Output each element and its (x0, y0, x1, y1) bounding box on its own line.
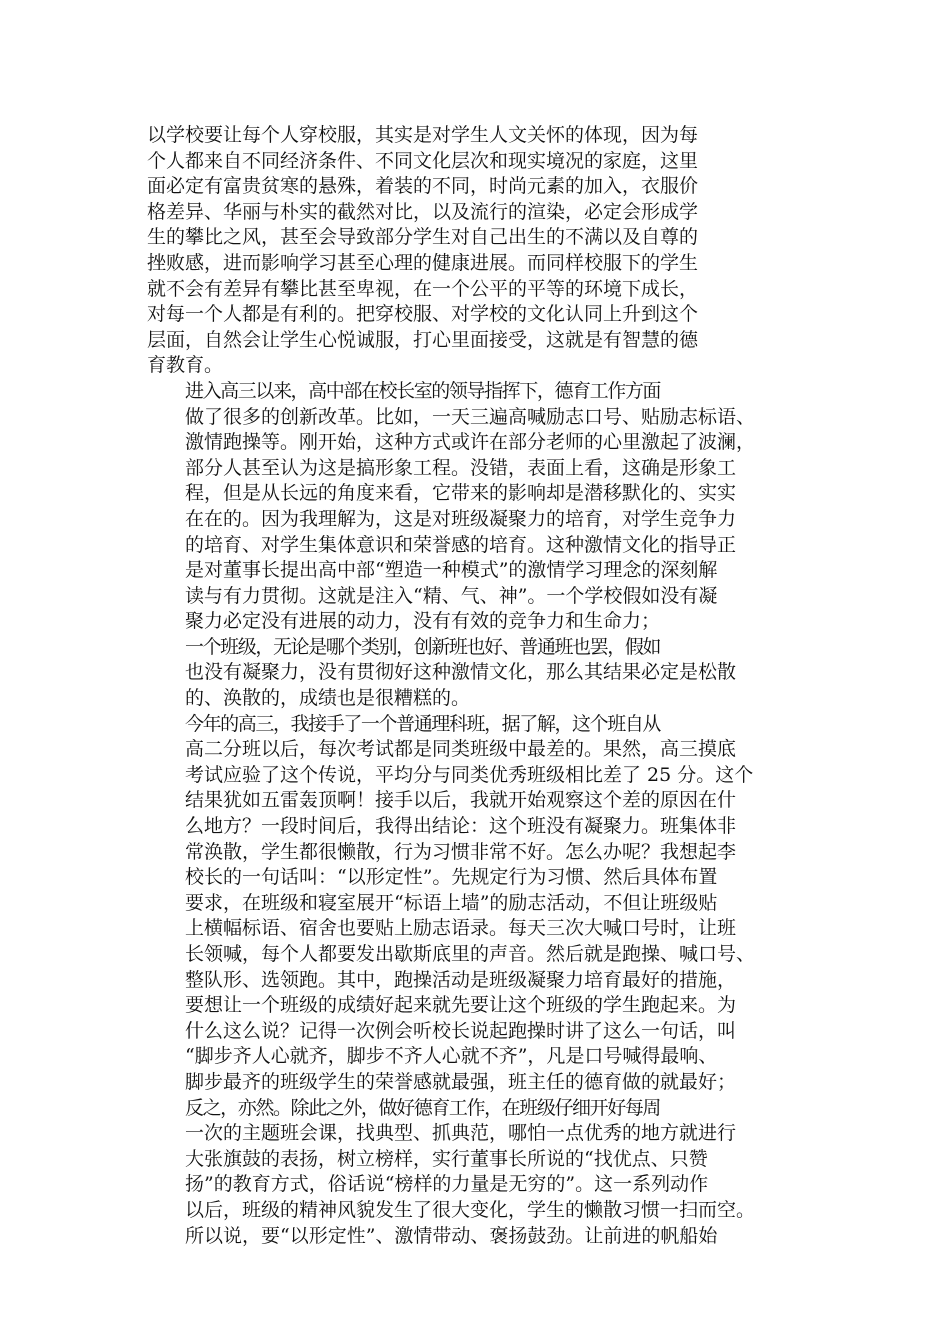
text-line: 也没有凝聚力，没有贯彻好这种激情文化，那么其结果必定是松散 (185, 661, 737, 684)
text-line: 面必定有富贵贫寒的悬殊，着装的不同，时尚元素的加入，衣服价 (147, 175, 699, 198)
text-line: 进入高三以来，高中部在校长室的领导指挥下，德育工作方面 (185, 379, 661, 402)
text-line: 就不会有差异有攀比甚至卑视，在一个公平的平等的环境下成长， (147, 277, 699, 300)
text-line: 的、涣散的，成绩也是很糟糕的。 (185, 687, 471, 710)
text-line: 考试应验了这个传说，平均分与同类优秀班级相比差了 25 分。这个 (185, 763, 754, 786)
text-line: 聚力必定没有进展的动力，没有有效的竞争力和生命力； (185, 610, 661, 633)
text-line: 上横幅标语、宿舍也要贴上励志语录。每天三次大喊口号时，让班 (185, 917, 737, 940)
text-line: 以后，班级的精神风貌发生了很大变化，学生的懒散习惯一扫而空。 (185, 1198, 756, 1221)
text-line: 生的攀比之风，甚至会导致部分学生对自己出生的不满以及自尊的 (147, 226, 699, 249)
text-line: 一次的主题班会课，找典型、抓典范，哪怕一点优秀的地方就进行 (185, 1122, 737, 1145)
text-line: 读与有力贯彻。这就是注入“精、气、神”。一个学校假如没有凝 (185, 584, 718, 607)
text-line: 大张旗鼓的表扬，树立榜样，实行董事长所说的“找优点、只赞 (185, 1147, 708, 1170)
text-line: 要想让一个班级的成绩好起来就先要让这个班级的学生跑起来。为 (185, 994, 737, 1017)
text-line: 高二分班以后，每次考试都是同类班级中最差的。果然，高三摸底 (185, 738, 737, 761)
text-line: “脚步齐人心就齐，脚步不齐人心就不齐”，凡是口号喊得最响、 (185, 1045, 718, 1068)
text-line: 个人都来自不同经济条件、不同文化层次和现实境况的家庭，这里 (147, 149, 699, 172)
text-line: 部分人甚至认为这是搞形象工程。没错，表面上看，这确是形象工 (185, 456, 737, 479)
text-line: 的培育、对学生集体意识和荣誉感的培育。这种激情文化的指导正 (185, 533, 737, 556)
text-line: 脚步最齐的班级学生的荣誉感就最强，班主任的德育做的就最好； (185, 1070, 737, 1093)
paragraph (147, 635, 817, 712)
text-line: 常涣散，学生都很懒散，行为习惯非常不好。怎么办呢？我想起李 (185, 840, 737, 863)
text-line: 挫败感，进而影响学习甚至心理的健康进展。而同样校服下的学生 (147, 251, 699, 274)
text-line: 以学校要让每个人穿校服，其实是对学生人文关怀的体现，因为每 (147, 124, 699, 146)
text-line: 校长的一句话叫：“以形定性”。先规定行为习惯、然后具体布置 (185, 866, 718, 889)
document-body (147, 123, 817, 1249)
text-line: 程，但是从长远的角度来看，它带来的影响却是潜移默化的、实实 (185, 482, 737, 505)
text-line: 今年的高三，我接手了一个普通理科班，据了解，这个班自从 (185, 712, 661, 735)
text-line: 整队形、选领跑。其中，跑操活动是班级凝聚力培育最好的措施， (185, 968, 737, 991)
text-line: 反之，亦然。除此之外，做好德育工作，在班级仔细开好每周 (185, 1096, 661, 1119)
text-line: 扬”的教育方式，俗话说“榜样的力量是无穷的”。这一系列动作 (185, 1173, 709, 1196)
paragraph (147, 712, 817, 1096)
text-line: 所以说，要“以形定性”、激情带动、褒扬鼓劲。让前进的帆船始 (185, 1224, 718, 1247)
text-line: 什么这么说？记得一次例会听校长说起跑操时讲了这么一句话，叫 (185, 1019, 737, 1042)
text-line: 层面，自然会让学生心悦诚服，打心里面接受，这就是有智慧的德 (147, 328, 699, 351)
text-line: 么地方？一段时间后，我得出结论：这个班没有凝聚力。班集体非 (185, 815, 737, 838)
text-line: 对每一个人都是有利的。把穿校服、对学校的文化认同上升到这个 (147, 303, 699, 326)
text-line: 做了很多的创新改革。比如，一天三遍高喊励志口号、贴励志标语、 (185, 405, 756, 428)
paragraph (147, 379, 817, 635)
text-line: 在在的。因为我理解为，这是对班级凝聚力的培育，对学生竞争力 (185, 507, 737, 530)
paragraph (147, 1096, 817, 1250)
text-line: 结果犹如五雷轰顶啊！接手以后，我就开始观察这个差的原因在什 (185, 789, 737, 812)
paragraph (147, 123, 817, 379)
text-line: 激情跑操等。刚开始，这种方式或许在部分老师的心里激起了波澜， (185, 431, 756, 454)
text-line: 格差异、华丽与朴实的截然对比，以及流行的渲染，必定会形成学 (147, 200, 699, 223)
text-line: 育教育。 (147, 354, 224, 377)
text-line: 是对董事长提出高中部“塑造一种模式”的激情学习理念的深刻解 (185, 559, 718, 582)
text-line: 要求，在班级和寝室展开“标语上墙”的励志活动，不但让班级贴 (185, 891, 718, 914)
text-line: 一个班级，无论是哪个类别，创新班也好、普通班也罢，假如 (185, 635, 661, 658)
text-line: 长领喊，每个人都要发出歇斯底里的声音。然后就是跑操、喊口号、 (185, 943, 756, 965)
